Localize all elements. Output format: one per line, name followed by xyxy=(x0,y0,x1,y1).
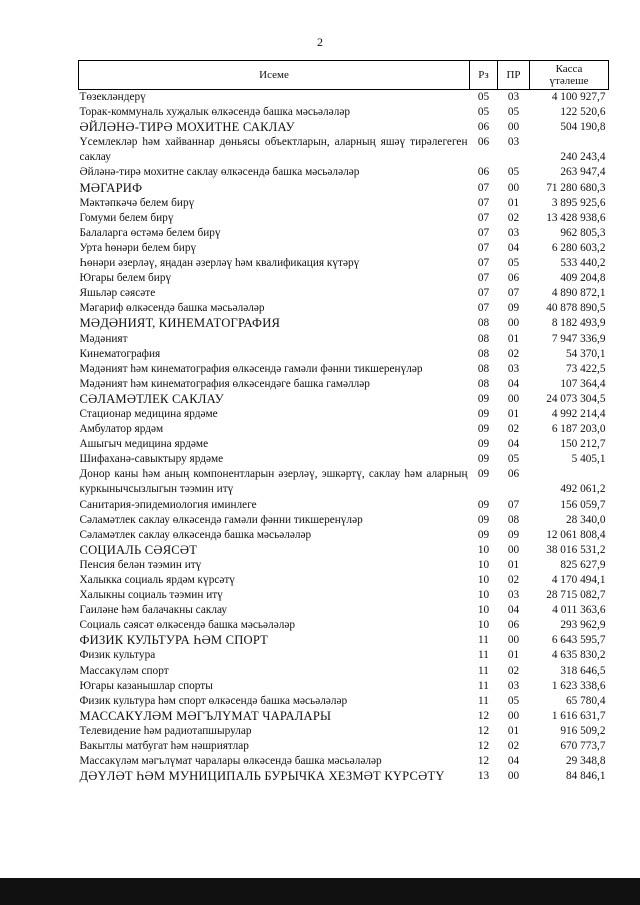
cell-pr: 06 xyxy=(507,619,520,632)
cell-pr: 00 xyxy=(507,181,520,194)
cell-pr: 00 xyxy=(507,634,520,647)
table-row xyxy=(79,528,609,543)
table-row xyxy=(79,90,609,106)
cell-amount: 4 170 494,1 xyxy=(551,574,606,586)
cell-amount: 318 646,5 xyxy=(560,664,606,677)
cell-rz: 07 xyxy=(477,226,490,239)
table-row xyxy=(79,603,609,618)
cell-pr: 04 xyxy=(507,241,520,254)
cell-amount: 4 992 214,4 xyxy=(551,407,606,420)
cell-amount: 73 422,5 xyxy=(565,362,606,375)
cell-rz: 08 xyxy=(477,317,490,330)
table-row xyxy=(79,226,609,241)
cell-pr: 03 xyxy=(507,91,520,103)
header-name: Исеме xyxy=(79,61,470,90)
table-row xyxy=(79,316,609,331)
table-row xyxy=(79,573,609,588)
cell-rz: 09 xyxy=(477,528,490,541)
cell-name: Югары казанышлар спорты xyxy=(79,679,213,692)
cell-name: Төзекләндерү xyxy=(79,91,146,103)
cell-pr: 01 xyxy=(507,332,520,345)
cell-rz: 10 xyxy=(477,604,490,617)
cell-name: Яшьләр сәясәте xyxy=(79,287,156,300)
cell-amount: 916 509,2 xyxy=(560,724,606,737)
cell-pr: 07 xyxy=(507,287,520,300)
table-row xyxy=(79,452,609,467)
cell-pr: 00 xyxy=(507,543,520,556)
cell-name: Һөнәри әзерләү, яңадан әзерләү һәм квалификация күтәрү xyxy=(79,257,360,270)
table-row xyxy=(79,558,609,573)
table-row xyxy=(79,588,609,603)
cell-rz: 09 xyxy=(477,407,490,420)
cell-rz: 11 xyxy=(478,694,489,707)
cell-name: Югары белем бирү xyxy=(79,272,172,285)
cell-name: СОЦИАЛЬ СӘЯСӘТ xyxy=(79,542,198,557)
table-row xyxy=(79,467,609,497)
cell-rz: 12 xyxy=(477,740,490,753)
cell-amount: 240 243,4 xyxy=(560,151,606,164)
cell-rz: 11 xyxy=(478,679,489,692)
cell-rz: 10 xyxy=(477,574,490,586)
table-row xyxy=(79,739,609,754)
table-row xyxy=(79,513,609,528)
cell-name: Мәктәпкәчә белем бирү xyxy=(79,196,195,209)
cell-name: Мәдәният xyxy=(79,332,128,345)
cell-rz: 09 xyxy=(477,513,490,526)
cell-name: Гаиләне һәм балачакны саклау xyxy=(79,604,228,617)
table-row xyxy=(79,181,609,196)
cell-amount: 5 405,1 xyxy=(571,453,606,466)
cell-amount: 7 947 336,9 xyxy=(551,332,606,345)
cell-name: Гомуми белем бирү xyxy=(79,211,174,224)
table-row xyxy=(79,332,609,347)
cell-name: Физик культура һәм спорт өлкәсендә башка мәсьәләләр xyxy=(79,694,348,707)
cell-amount: 29 348,8 xyxy=(565,755,606,768)
cell-pr: 02 xyxy=(507,423,520,436)
cell-name: Кинематография xyxy=(79,347,161,360)
cell-pr: 05 xyxy=(507,166,520,179)
cell-pr: 01 xyxy=(507,407,520,420)
cell-pr: 01 xyxy=(507,196,520,209)
cell-pr: 05 xyxy=(507,453,520,466)
table-row xyxy=(79,709,609,724)
cell-name: Вакытлы матбугат һәм нәшриятлар xyxy=(79,740,249,753)
table-header-row xyxy=(79,61,609,90)
cell-amount: 504 190,8 xyxy=(560,121,606,134)
cell-pr: 01 xyxy=(507,558,520,571)
cell-amount: 122 520,6 xyxy=(560,106,606,119)
cell-amount: 6 280 603,2 xyxy=(551,241,606,254)
cell-rz: 12 xyxy=(477,755,490,768)
cell-name: МАССАКҮЛӘМ МӘГЪЛҮМАТ ЧАРАЛАРЫ xyxy=(79,708,332,723)
table-row xyxy=(79,679,609,694)
budget-table xyxy=(78,60,609,784)
table-row xyxy=(79,694,609,709)
cell-rz: 06 xyxy=(477,166,490,179)
cell-amount: 4 635 830,2 xyxy=(551,649,606,662)
cell-rz: 09 xyxy=(477,392,490,405)
cell-rz: 11 xyxy=(478,664,489,677)
cell-amount: 533 440,2 xyxy=(560,257,606,270)
cell-name: Амбулатор ярдәм xyxy=(79,423,164,436)
cell-pr: 03 xyxy=(507,226,520,239)
cell-pr: 02 xyxy=(507,574,520,586)
table-row xyxy=(79,241,609,256)
scan-edge-bar xyxy=(0,878,640,905)
header-amount-line1: Касса xyxy=(555,63,583,75)
cell-pr: 03 xyxy=(507,679,520,692)
cell-pr: 01 xyxy=(507,724,520,737)
cell-name: ФИЗИК КУЛЬТУРА ҺӘМ СПОРТ xyxy=(79,633,269,648)
cell-pr: 02 xyxy=(507,664,520,677)
table-row xyxy=(79,437,609,452)
table-row xyxy=(79,165,609,180)
table-row xyxy=(79,362,609,377)
cell-pr: 00 xyxy=(507,392,520,405)
cell-rz: 08 xyxy=(477,362,490,375)
header-amount-line2: үтәлеше xyxy=(549,75,589,87)
cell-rz: 09 xyxy=(477,468,490,481)
cell-name: СӘЛАМӘТЛЕК САКЛАУ xyxy=(79,391,224,406)
table-row xyxy=(79,120,609,135)
cell-rz: 11 xyxy=(478,649,489,662)
table-row xyxy=(79,633,609,648)
cell-amount: 670 773,7 xyxy=(560,740,606,753)
cell-amount: 54 370,1 xyxy=(565,347,606,360)
cell-rz: 12 xyxy=(477,709,490,722)
cell-amount: 4 011 363,6 xyxy=(552,604,606,617)
header-rz: Рз xyxy=(470,61,498,90)
cell-name: Пенсия белән тәэмин итү xyxy=(79,558,202,571)
table-row xyxy=(79,648,609,663)
cell-rz: 10 xyxy=(477,558,490,571)
cell-name: Массакүләм спорт xyxy=(79,664,169,677)
cell-name: Сәламәтлек саклау өлкәсендә гамәли фәнни тикшеренүләр xyxy=(79,513,363,526)
cell-amount: 28 715 082,7 xyxy=(546,589,606,602)
cell-rz: 08 xyxy=(477,347,490,360)
cell-name: Телевидение һәм радиотапшырулар xyxy=(79,724,252,737)
cell-amount: 492 061,2 xyxy=(560,483,606,496)
cell-pr: 04 xyxy=(507,604,520,617)
cell-name: МӘДӘНИЯТ, КИНЕМАТОГРАФИЯ xyxy=(79,316,281,331)
cell-amount: 13 428 938,6 xyxy=(546,211,606,224)
cell-pr: 00 xyxy=(507,770,520,783)
cell-amount: 12 061 808,4 xyxy=(546,528,606,541)
cell-amount: 24 073 304,5 xyxy=(546,392,606,405)
cell-name: Халыкка социаль ярдәм күрсәтү xyxy=(79,574,235,586)
cell-name: Үсемлекләр һәм хайваннар дөньясы объектларын, аларның яшәү тирәлегеген саклау xyxy=(79,136,468,164)
table-row xyxy=(79,105,609,120)
cell-pr: 09 xyxy=(507,528,520,541)
header-pr: ПР xyxy=(498,61,530,90)
page-number: 2 xyxy=(317,35,323,49)
cell-name: ӘЙЛӘНӘ-ТИРӘ МОХИТНЕ САКЛАУ xyxy=(79,120,295,135)
table-row xyxy=(79,754,609,769)
cell-name: Сәламәтлек саклау өлкәсендә башка мәсьәләләр xyxy=(79,528,312,541)
cell-name: МӘГАРИФ xyxy=(79,180,143,195)
cell-rz: 06 xyxy=(477,136,490,149)
cell-pr: 04 xyxy=(507,438,520,451)
cell-name: Ашыгыч медицина ярдәме xyxy=(79,438,209,451)
table-row xyxy=(79,301,609,316)
table-row xyxy=(79,377,609,392)
cell-rz: 05 xyxy=(477,106,490,119)
cell-name: Стационар медицина ярдәме xyxy=(79,407,218,420)
table-row xyxy=(79,135,609,165)
cell-name: Мәгариф өлкәсендә башка мәсьәләләр xyxy=(79,302,265,315)
cell-pr: 01 xyxy=(507,649,520,662)
cell-amount: 1 616 631,7 xyxy=(551,709,606,722)
cell-amount: 65 780,4 xyxy=(565,694,606,707)
table-row xyxy=(79,543,609,558)
table-row xyxy=(79,724,609,739)
cell-rz: 10 xyxy=(477,543,490,556)
cell-amount: 825 627,9 xyxy=(560,558,606,571)
cell-amount: 156 059,7 xyxy=(560,498,606,511)
cell-amount: 84 846,1 xyxy=(565,770,606,783)
cell-amount: 409 204,8 xyxy=(560,272,606,285)
cell-pr: 03 xyxy=(507,589,520,602)
cell-name: ДӘҮЛӘТ ҺӘМ МУНИЦИПАЛЬ БУРЫЧКА ХЕЗМӘТ КҮРСӘТҮ xyxy=(79,769,445,784)
cell-name: Массакүләм мәгълүмат чаралары өлкәсендә башка мәсьәләләр xyxy=(79,755,382,768)
cell-pr: 09 xyxy=(507,302,520,315)
cell-rz: 09 xyxy=(477,453,490,466)
cell-name: Мәдәният һәм кинематография өлкәсендәге башка гамәлләр xyxy=(79,377,370,390)
table-row xyxy=(79,347,609,362)
table-row xyxy=(79,211,609,226)
cell-rz: 06 xyxy=(477,121,490,134)
cell-pr: 05 xyxy=(507,257,520,270)
cell-name: Халыкны социаль тәэмин итү xyxy=(79,589,223,602)
cell-name: Физик культура xyxy=(79,649,156,662)
cell-name: Шифаханә-савыктыру ярдәме xyxy=(79,453,224,466)
cell-amount: 71 280 680,3 xyxy=(546,181,606,194)
cell-rz: 10 xyxy=(477,589,490,602)
cell-rz: 07 xyxy=(477,181,490,194)
cell-amount: 263 947,4 xyxy=(560,166,606,179)
cell-name: Балаларга өстәмә белем бирү xyxy=(79,226,221,239)
table-row xyxy=(79,664,609,679)
cell-name: Торак-коммуналь хуҗалык өлкәсендә башка мәсьәләләр xyxy=(79,106,351,119)
table-row xyxy=(79,407,609,422)
cell-pr: 02 xyxy=(507,347,520,360)
cell-rz: 12 xyxy=(477,724,490,737)
cell-rz: 07 xyxy=(477,211,490,224)
cell-pr: 04 xyxy=(507,755,520,768)
cell-amount: 4 890 872,1 xyxy=(551,287,606,300)
cell-rz: 07 xyxy=(477,196,490,209)
table-row xyxy=(79,271,609,286)
table-row xyxy=(79,256,609,271)
cell-pr: 00 xyxy=(507,709,520,722)
cell-rz: 13 xyxy=(477,770,490,783)
cell-rz: 09 xyxy=(477,423,490,436)
cell-amount: 107 364,4 xyxy=(560,377,606,390)
cell-rz: 07 xyxy=(477,287,490,300)
cell-name: Мәдәният һәм кинематография өлкәсендә гамәли фәнни тикшеренүләр xyxy=(79,362,423,375)
cell-rz: 05 xyxy=(477,91,490,103)
cell-amount: 150 212,7 xyxy=(560,438,606,451)
cell-pr: 07 xyxy=(507,498,520,511)
header-amount xyxy=(530,61,609,90)
cell-amount: 38 016 531,2 xyxy=(546,543,606,556)
cell-pr: 06 xyxy=(507,468,520,481)
cell-pr: 02 xyxy=(507,740,520,753)
table-row xyxy=(79,422,609,437)
cell-amount: 40 878 890,5 xyxy=(546,302,606,315)
cell-pr: 05 xyxy=(507,106,520,119)
table-row xyxy=(79,196,609,211)
cell-amount: 6 643 595,7 xyxy=(551,634,606,647)
cell-pr: 00 xyxy=(507,317,520,330)
cell-amount: 1 623 338,6 xyxy=(551,679,606,692)
cell-name: Әйләнә-тирә мохитне саклау өлкәсендә башка мәсьәләләр xyxy=(79,166,360,179)
table-row xyxy=(79,392,609,407)
cell-rz: 08 xyxy=(477,377,490,390)
cell-rz: 11 xyxy=(478,634,489,647)
table-row xyxy=(79,286,609,301)
cell-amount: 3 895 925,6 xyxy=(551,196,606,209)
table-row xyxy=(79,769,609,784)
cell-pr: 00 xyxy=(507,121,520,134)
cell-amount: 293 962,9 xyxy=(560,619,606,632)
cell-rz: 07 xyxy=(477,272,490,285)
cell-pr: 06 xyxy=(507,272,520,285)
cell-amount: 962 805,3 xyxy=(560,226,606,239)
table-row xyxy=(79,618,609,633)
cell-amount: 8 182 493,9 xyxy=(551,317,606,330)
cell-pr: 02 xyxy=(507,211,520,224)
cell-pr: 03 xyxy=(507,136,520,149)
cell-rz: 08 xyxy=(477,332,490,345)
cell-rz: 07 xyxy=(477,257,490,270)
cell-amount: 28 340,0 xyxy=(565,513,606,526)
cell-amount: 6 187 203,0 xyxy=(551,423,606,436)
cell-rz: 07 xyxy=(477,302,490,315)
cell-name: Социаль сәясәт өлкәсендә башка мәсьәләләр xyxy=(79,619,296,632)
cell-name: Урта һөнәри белем бирү xyxy=(79,241,197,254)
cell-pr: 08 xyxy=(507,513,520,526)
cell-amount: 4 100 927,7 xyxy=(551,91,606,103)
cell-name: Санитария-эпидемиология иминлеге xyxy=(79,498,257,511)
table-row xyxy=(79,498,609,513)
cell-name: Донор каны һәм аның компонентларын әзерләү, эшкәртү, саклау һәм аларның куркынычсызлыгын тәэмин итү xyxy=(79,468,468,496)
table-body xyxy=(79,90,609,785)
cell-rz: 10 xyxy=(477,619,490,632)
cell-rz: 09 xyxy=(477,438,490,451)
cell-pr: 04 xyxy=(507,377,520,390)
cell-pr: 03 xyxy=(507,362,520,375)
cell-pr: 05 xyxy=(507,694,520,707)
cell-rz: 07 xyxy=(477,241,490,254)
cell-rz: 09 xyxy=(477,498,490,511)
